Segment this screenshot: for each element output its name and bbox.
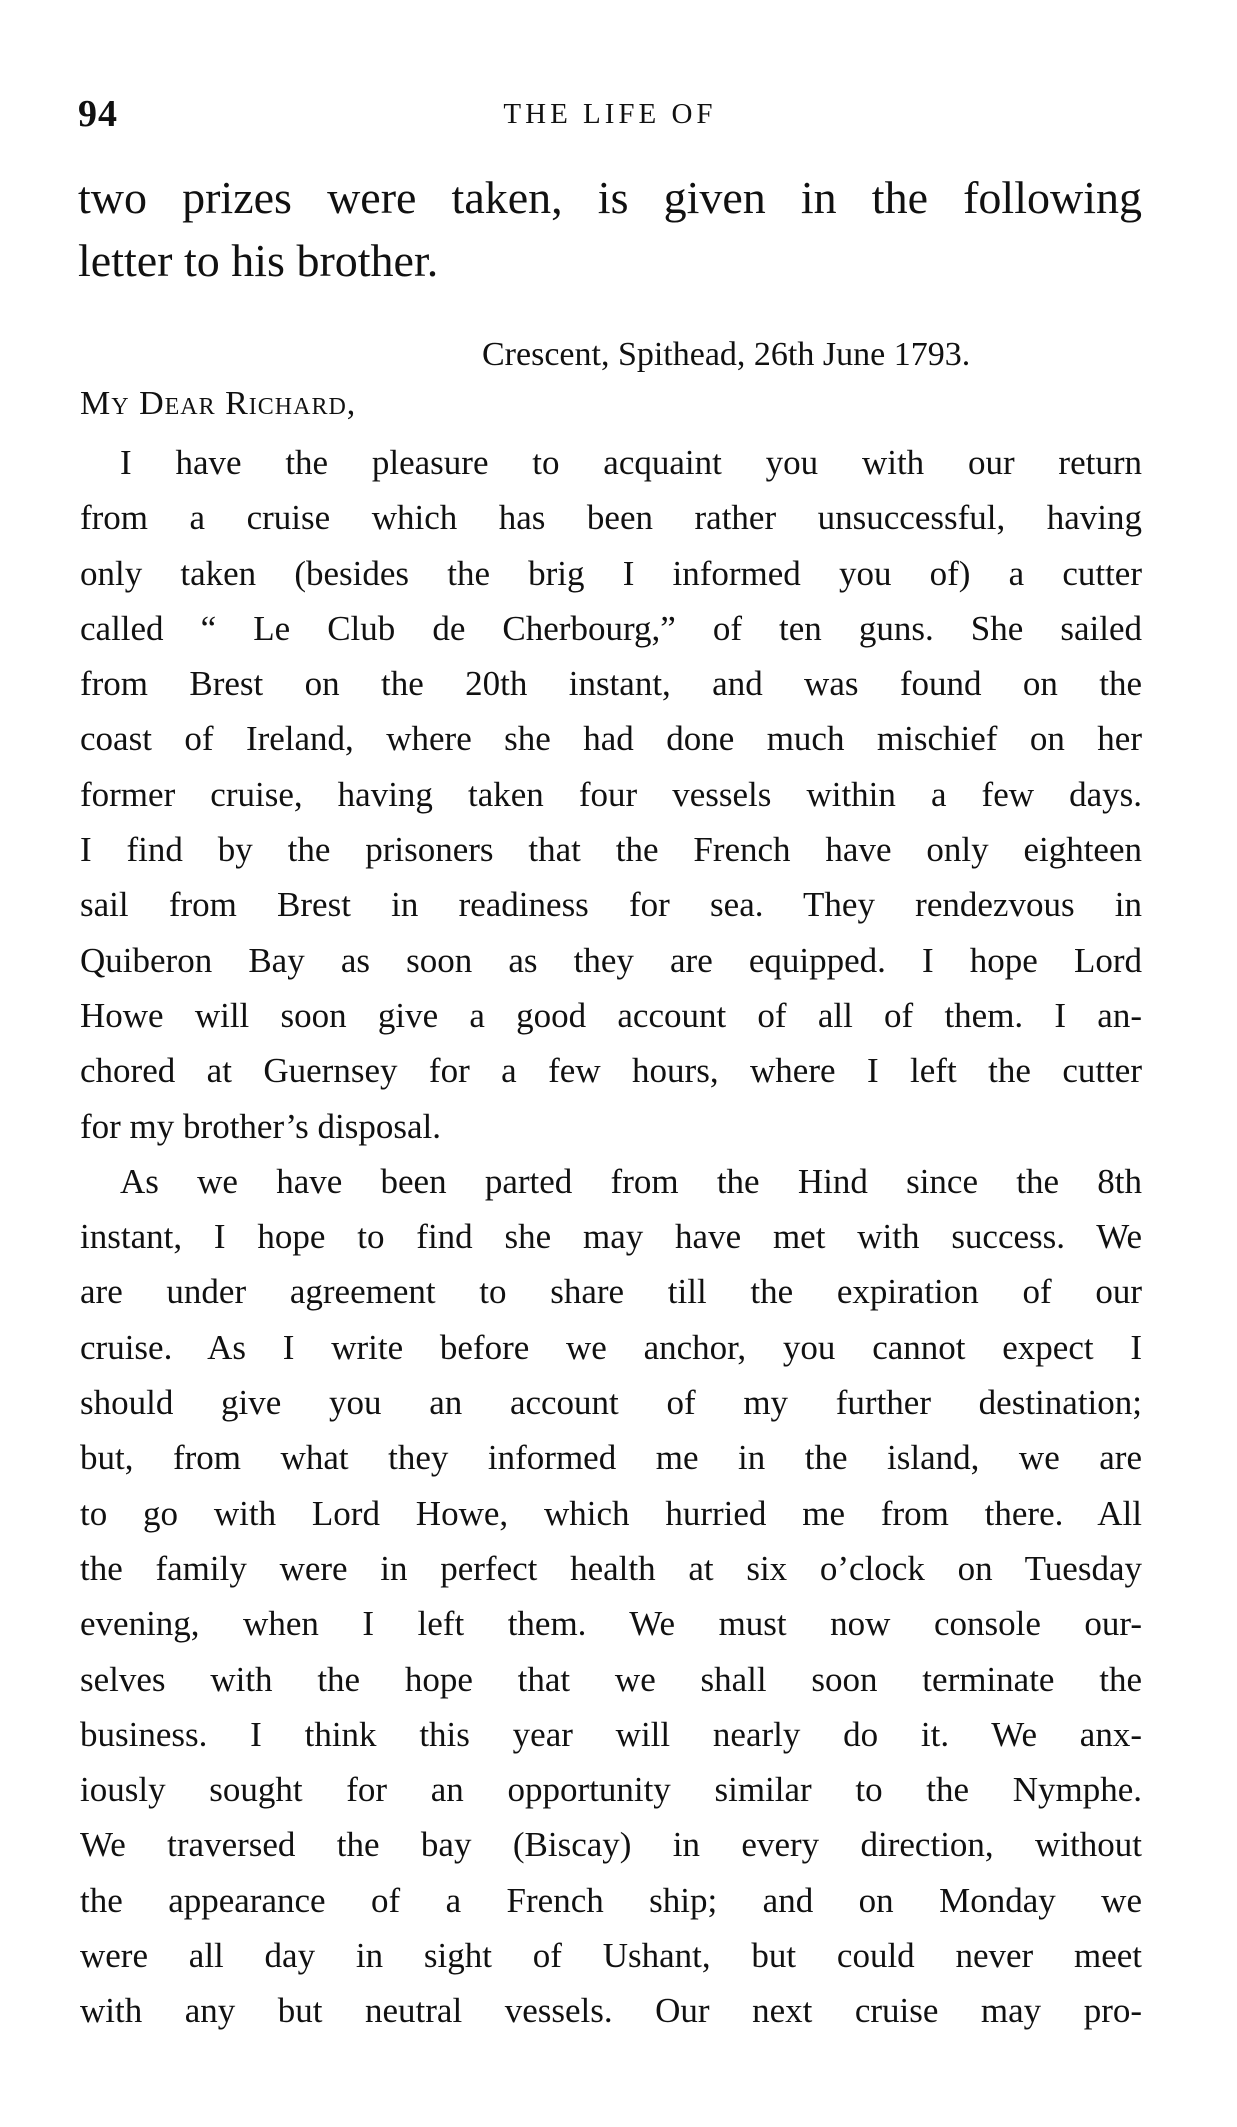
text-line: for my brother’s disposal.: [80, 1106, 441, 1146]
letter-salutation: My Dear Richard,: [80, 385, 357, 422]
text-line: are under agreement to share till the expiration of our: [80, 1272, 1142, 1312]
text-line: but, from what they informed me in the island, we are: [80, 1438, 1142, 1478]
text-line: We traversed the bay (Biscay) in every direction, without: [80, 1825, 1142, 1865]
text-line: the family were in perfect health at six o’clock on Tuesday: [80, 1548, 1142, 1588]
lead-paragraph: [78, 166, 1142, 292]
text-line: called “ Le Club de Cherbourg,” of ten guns. She sailed: [80, 608, 1142, 648]
text-line: should give you an account of my further destination;: [80, 1383, 1142, 1423]
text-line: As we have been parted from the Hind since the 8th: [120, 1161, 1142, 1201]
text-line: from Brest on the 20th instant, and was found on the: [80, 664, 1142, 704]
text-line: were all day in sight of Ushant, but could never meet: [80, 1936, 1142, 1976]
text-line: with any but neutral vessels. Our next cruise may pro-: [80, 1991, 1142, 2031]
text-line: coast of Ireland, where she had done much mischief on her: [80, 719, 1142, 759]
text-line: evening, when I left them. We must now console our-: [80, 1604, 1142, 1644]
text-line: the appearance of a French ship; and on Monday we: [80, 1880, 1142, 1920]
text-line: instant, I hope to find she may have met with success. We: [80, 1217, 1142, 1257]
letter-dateline: Crescent, Spithead, 26th June 1793.: [482, 336, 971, 373]
letter-body: [80, 435, 1142, 2039]
page-header: [78, 92, 1142, 142]
text-line: business. I think this year will nearly do it. We anx-: [80, 1714, 1142, 1754]
text-line: selves with the hope that we shall soon terminate the: [80, 1659, 1142, 1699]
running-head: THE LIFE OF: [503, 98, 717, 130]
text-line: former cruise, having taken four vessels within a few days.: [80, 774, 1142, 814]
text-line: two prizes were taken, is given in the following: [78, 172, 1142, 223]
text-line: Howe will soon give a good account of all of them. I an-: [80, 995, 1142, 1035]
text-line: iously sought for an opportunity similar to the Nymphe.: [80, 1770, 1142, 1810]
text-line: cruise. As I write before we anchor, you cannot expect I: [80, 1327, 1142, 1367]
text-line: I have the pleasure to acquaint you with our return: [120, 443, 1142, 482]
text-line: I find by the prisoners that the French have only eighteen: [80, 830, 1142, 870]
text-line: chored at Guernsey for a few hours, where I left the cutter: [80, 1051, 1142, 1091]
text-line: Quiberon Bay as soon as they are equipped. I hope Lord: [80, 940, 1142, 980]
text-line: sail from Brest in readiness for sea. They rendezvous in: [80, 885, 1142, 925]
page-number: 94: [78, 93, 118, 135]
text-line: from a cruise which has been rather unsuccessful, having: [80, 498, 1142, 538]
text-line: only taken (besides the brig I informed you of) a cutter: [80, 553, 1142, 593]
text-line: to go with Lord Howe, which hurried me from there. All: [80, 1493, 1142, 1533]
text-line: letter to his brother.: [78, 235, 439, 286]
